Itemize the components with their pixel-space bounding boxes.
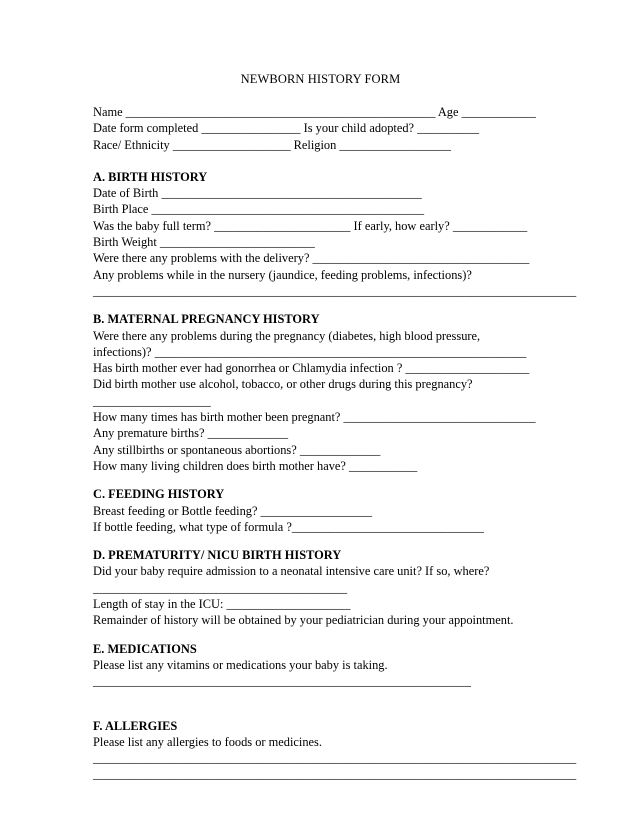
prematurity-heading: D. PREMATURITY/ NICU BIRTH HISTORY: [93, 548, 342, 563]
allergies-prompt-line: Please list any allergies to foods or medicines.: [93, 734, 322, 749]
medications-section: [93, 641, 548, 690]
gonorrhea-line: Has birth mother ever had gonorrhea or Chlamydia infection ? ____________________: [93, 361, 530, 376]
full-term-line: Was the baby full term? ______________________ If early, how early? ____________: [93, 218, 528, 233]
nicu-admission-line: Did your baby require admission to a neonatal intensive care unit? If so, where?: [93, 564, 490, 579]
birth-weight-line: Birth Weight _________________________: [93, 235, 315, 250]
feeding-type-line: Breast feeding or Bottle feeding? __________________: [93, 503, 373, 518]
allergies-answer-line-2: ______________________________________________________________________________: [93, 767, 577, 782]
remainder-note-line: Remainder of history will be obtained by your pediatrician during your appointment.: [93, 613, 514, 628]
maternal-history-heading: B. MATERNAL PREGNANCY HISTORY: [93, 312, 320, 327]
header-fields: [93, 104, 548, 153]
medications-heading: E. MEDICATIONS: [93, 641, 197, 656]
pregnancy-problems-answer-line: infections)? ____________________________________________________________: [93, 344, 527, 359]
birth-history-heading: A. BIRTH HISTORY: [93, 169, 208, 184]
times-pregnant-line: How many times has birth mother been pregnant? _______________________________: [93, 410, 536, 425]
feeding-history-section: [93, 486, 548, 535]
premature-births-line: Any premature births? _____________: [93, 426, 289, 441]
form-page: [93, 72, 577, 783]
pregnancy-problems-line: Were there any problems during the pregnancy (diabetes, high blood pressure,: [93, 328, 481, 343]
birth-history-section: [93, 169, 577, 299]
formula-type-line: If bottle feeding, what type of formula ?_______________________________: [93, 519, 484, 534]
living-children-line: How many living children does birth mother have? ___________: [93, 458, 418, 473]
date-adopted-line: Date form completed ________________ Is your child adopted? __________: [93, 121, 480, 136]
allergies-answer-line-1: ______________________________________________________________________________: [93, 751, 577, 766]
feeding-history-heading: C. FEEDING HISTORY: [93, 487, 225, 502]
stillbirths-line: Any stillbirths or spontaneous abortions? _____________: [93, 442, 381, 457]
date-of-birth-line: Date of Birth __________________________________________: [93, 186, 422, 201]
maternal-history-section: [93, 311, 548, 474]
nursery-problems-line: Any problems while in the nursery (jaundice, feeding problems, infections)?: [93, 267, 472, 282]
medications-prompt-line: Please list any vitamins or medications your baby is taking.: [93, 657, 388, 672]
allergies-section: [93, 718, 577, 783]
form-title: NEWBORN HISTORY FORM: [240, 72, 401, 86]
birth-place-line: Birth Place ____________________________________________: [93, 202, 425, 217]
nursery-answer-line: ______________________________________________________________________________: [93, 283, 577, 298]
name-age-line: Name __________________________________________________ Age ____________: [93, 105, 536, 119]
substance-use-answer-line: ___________________: [93, 393, 211, 408]
delivery-problems-line: Were there any problems with the delivery? ___________________________________: [93, 251, 530, 266]
allergies-heading: F. ALLERGIES: [93, 718, 178, 733]
nicu-admission-answer-line: _________________________________________: [93, 580, 348, 595]
medications-answer-line: _____________________________________________________________: [93, 674, 471, 689]
substance-use-line: Did birth mother use alcohol, tobacco, or other drugs during this pregnancy?: [93, 377, 473, 392]
race-religion-line: Race/ Ethnicity ___________________ Religion __________________: [93, 137, 451, 152]
prematurity-section: [93, 547, 548, 628]
icu-stay-line: Length of stay in the ICU: ____________________: [93, 597, 351, 612]
